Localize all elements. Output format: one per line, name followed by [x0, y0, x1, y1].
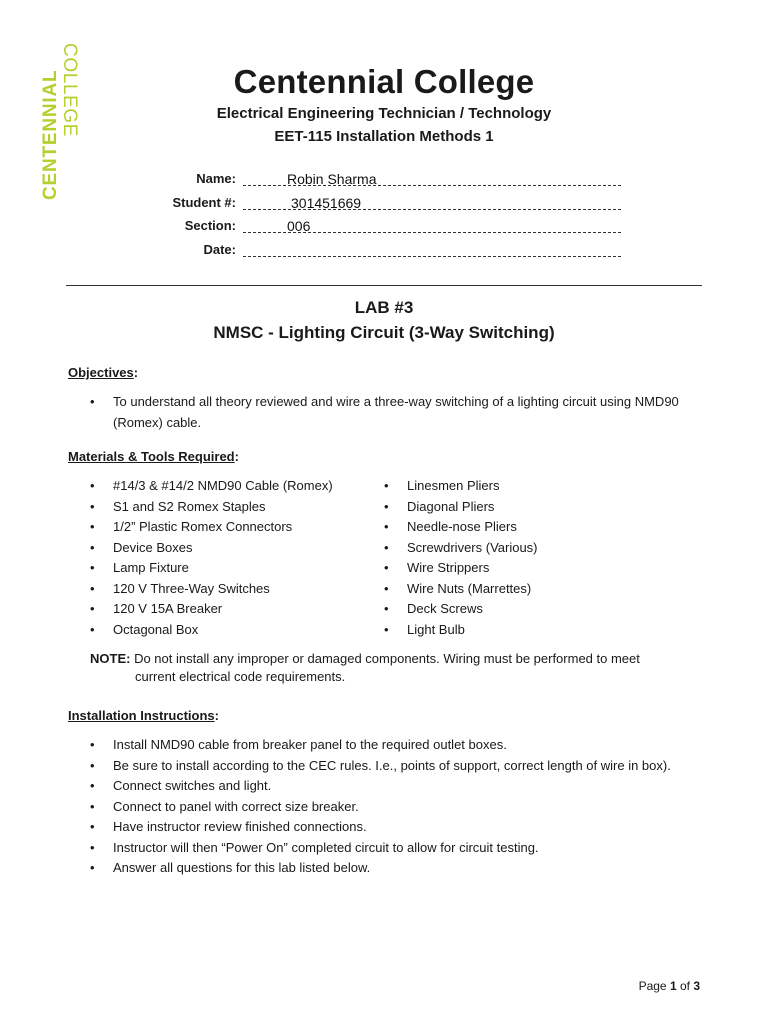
objectives-heading: Objectives: [68, 365, 139, 380]
document-header [0, 62, 768, 148]
lab-heading [0, 296, 768, 346]
list-item: • Be sure to install according to the CEC rules. I.e., points of support, correct length of wire in box). [90, 757, 671, 773]
college-title: Centennial College [233, 63, 535, 100]
date-field[interactable] [150, 239, 630, 263]
list-item: • Wire Strippers [384, 560, 490, 575]
section-field[interactable] [150, 215, 630, 239]
student-number-field[interactable] [150, 192, 630, 216]
materials-list-left [90, 476, 380, 640]
list-item: • Needle-nose Pliers [384, 519, 517, 534]
list-item: • 120 V 15A Breaker [90, 601, 223, 616]
list-item: • Linesmen Pliers [384, 478, 500, 493]
section-underline [243, 232, 621, 233]
note-text-line1: Do not install any improper or damaged components. Wiring must be performed to meet [134, 651, 640, 666]
list-item: • Install NMD90 cable from breaker panel to the required outlet boxes. [90, 737, 507, 752]
list-item: • Wire Nuts (Marrettes) [384, 580, 532, 596]
list-item: • Screwdrivers (Various) [384, 539, 538, 555]
logo-word-college: COLLEGE [59, 43, 80, 137]
name-underline [243, 185, 621, 186]
list-item: • 120 V Three-Way Switches [90, 580, 270, 596]
list-item: • Instructor will then “Power On” completed circuit to allow for circuit testing. [90, 839, 539, 855]
program-name: Electrical Engineering Technician / Technology [216, 105, 552, 122]
list-item: • Deck Screws [384, 601, 483, 616]
list-item: • Device Boxes [90, 539, 193, 555]
section-value[interactable]: 006 [287, 218, 311, 234]
date-underline [243, 256, 621, 257]
installation-heading: Installation Instructions: [68, 708, 219, 723]
page-number: Page 1 of 3 [638, 979, 700, 993]
list-item: • #14/3 & #14/2 NMD90 Cable (Romex) [90, 478, 333, 493]
note-label: NOTE: [90, 651, 131, 666]
lab-number: LAB #3 [354, 298, 414, 317]
installation-list [90, 735, 720, 879]
student-info-form [150, 168, 630, 262]
materials-list-right [384, 476, 684, 640]
list-item: • Octagonal Box [90, 621, 199, 637]
header-divider [66, 285, 702, 286]
list-item: • To understand all theory reviewed and wire a three-way switching of a lighting circuit using NMD90 (Romex) cable. [90, 394, 679, 430]
student-number-underline [243, 209, 621, 210]
lab-title: NMSC - Lighting Circuit (3-Way Switching) [213, 323, 555, 342]
name-label: Name: [196, 171, 236, 186]
course-name: EET-115 Installation Methods 1 [274, 128, 494, 145]
list-item: • Lamp Fixture [90, 560, 189, 575]
list-item: • Have instructor review finished connections. [90, 819, 367, 834]
materials-heading: Materials & Tools Required: [68, 449, 239, 464]
name-field[interactable] [150, 168, 630, 192]
list-item: • S1 and S2 Romex Staples [90, 498, 266, 514]
student-number-label: Student #: [172, 194, 236, 210]
objectives-list [90, 392, 690, 433]
list-item: • 1/2” Plastic Romex Connectors [90, 519, 293, 534]
logo-word-centennial: CENTENNIAL [40, 69, 61, 200]
student-number-value[interactable]: 301451669 [291, 194, 362, 211]
list-item: • Answer all questions for this lab listed below. [90, 860, 371, 875]
list-item: • Connect switches and light. [90, 778, 272, 793]
date-label: Date: [203, 241, 236, 257]
note-text-line2: current electrical code requirements. [135, 669, 346, 684]
name-value[interactable]: Robin Sharma [287, 171, 377, 187]
list-item: • Connect to panel with correct size breaker. [90, 798, 359, 814]
list-item: • Diagonal Pliers [384, 498, 495, 514]
safety-note [90, 650, 710, 686]
list-item: • Light Bulb [384, 621, 465, 637]
section-label: Section: [184, 218, 236, 233]
